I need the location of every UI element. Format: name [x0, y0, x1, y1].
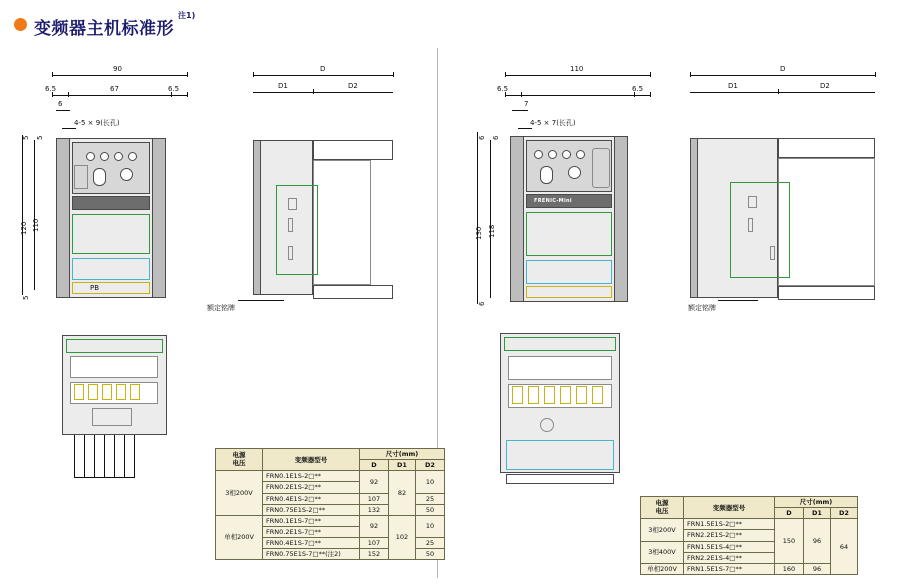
cell-d1: 96: [804, 563, 831, 574]
side-back-plate: [253, 140, 261, 295]
dim-bottom-small: 5: [22, 295, 30, 300]
hole-note-label: 4-5 × 9(长孔): [74, 119, 120, 127]
terminal-screw: [116, 384, 126, 400]
front-left-flange: [56, 138, 70, 298]
cell-model: FRN1.5E1S-2□**: [684, 519, 775, 530]
wire: [94, 435, 95, 477]
dim-depth-line: [253, 75, 393, 76]
dim-tick: [52, 72, 53, 77]
nameplate-callout: 额定铭牌: [207, 304, 235, 312]
keypad-knob-icon: [540, 166, 553, 184]
front-vent-area: [526, 212, 612, 256]
dim-top-small-2: 5: [36, 135, 44, 140]
side-top-cover: [313, 140, 393, 160]
cell-d: 92: [360, 471, 389, 493]
front-vent-area: [72, 214, 150, 254]
cell-model: FRN0.2E1S-2□**: [263, 482, 360, 493]
dim-tick: [521, 92, 522, 97]
dim-width-total: 90: [113, 65, 122, 73]
front-lower-panel: [72, 258, 150, 280]
cell-d1: 96: [804, 519, 831, 564]
side-inner-detail: [276, 185, 318, 275]
dim-depth: D: [780, 65, 786, 73]
dim-depth2: D2: [820, 82, 830, 90]
dim-top-small-2: 6: [492, 135, 500, 140]
cell-d2: 50: [416, 504, 445, 515]
dim-depth-sub-line: [253, 92, 393, 93]
cell-voltage: 单相200V: [216, 515, 263, 560]
nameplate-leader: [718, 300, 758, 301]
side-terminal-block: [748, 196, 757, 208]
cell-model: FRN0.4E1S-7□**: [263, 538, 360, 549]
cell-model: FRN2.2E1S-2□**: [684, 530, 775, 541]
terminal-screw: [88, 384, 98, 400]
nameplate-callout: 额定铭牌: [688, 304, 716, 312]
bottom-lower-panel: [506, 440, 614, 470]
dim-height-inner-line: [490, 140, 491, 298]
table-row: [641, 563, 858, 574]
dim-width-line: [505, 75, 650, 76]
cell-d: 107: [360, 538, 389, 549]
cell-d2: 10: [416, 515, 445, 537]
dim-right-margin: 6.5: [632, 85, 644, 93]
table-row: [216, 471, 445, 482]
bullet-icon: [14, 18, 27, 31]
keypad-knob-icon: [93, 168, 106, 186]
cell-voltage: 3相400V: [641, 541, 684, 563]
cell-d2: 64: [831, 519, 858, 575]
dim-depth-line: [690, 75, 875, 76]
dim-tick: [253, 72, 254, 77]
dim-tick: [650, 72, 651, 77]
dim-height-total: 130: [475, 226, 483, 240]
dim-depth1: D1: [728, 82, 738, 90]
cell-voltage: 3相200V: [641, 519, 684, 541]
front-bottom-text: PB: [90, 284, 100, 292]
dim-sub-line: [505, 95, 650, 96]
cell-d: 92: [360, 515, 389, 537]
header-voltage: 电源 电压: [641, 497, 684, 519]
dim-inner-width: 67: [110, 85, 119, 93]
keypad-button-icon: [100, 152, 109, 161]
dim-tick: [690, 72, 691, 77]
terminal-screw: [544, 386, 555, 404]
front-left-flange: [510, 136, 524, 302]
cell-d: 150: [775, 519, 804, 564]
keypad-side-slot: [74, 165, 88, 189]
dim-top-small: 6: [478, 135, 486, 140]
wire: [134, 435, 135, 477]
cell-model: FRN2.2E1S-4□**: [684, 552, 775, 563]
cell-model: FRN0.75E1S-2□**: [263, 504, 360, 515]
terminal-screw: [102, 384, 112, 400]
side-front-cover: [313, 160, 371, 285]
cell-d: 152: [360, 549, 389, 560]
front-bottom-strip: [526, 286, 612, 298]
dim-tick: [505, 72, 506, 77]
bottom-top-strip: [66, 339, 163, 353]
dimension-table-right: [640, 496, 858, 575]
dim-height-inner-line: [34, 140, 35, 290]
cell-model: FRN1.5E1S-7□**: [684, 563, 775, 574]
terminal-row-upper: [70, 356, 158, 378]
cell-d: 160: [775, 563, 804, 574]
cell-model: FRN0.4E1S-2□**: [263, 493, 360, 504]
terminal-screw: [592, 386, 603, 404]
terminal-screw: [512, 386, 523, 404]
page-title: 变频器主机标准形: [34, 19, 174, 39]
cell-d1: 102: [389, 515, 416, 560]
keypad-button-icon: [576, 150, 585, 159]
dim-tick: [68, 92, 69, 97]
wire: [114, 435, 115, 477]
dim-depth-sub-line: [690, 92, 875, 93]
cell-d2: 50: [416, 549, 445, 560]
side-front-cover: [778, 158, 875, 286]
cell-model: FRN0.2E1S-7□**: [263, 526, 360, 537]
dim-small-line: [512, 110, 528, 111]
dimension-table-left: [215, 448, 445, 560]
dim-bottom-small: 6: [478, 301, 486, 306]
header-dims: 尺寸(mm): [775, 497, 858, 508]
table-header-row: [216, 449, 445, 460]
hole-note-leader: [518, 128, 532, 129]
front-bottom-strip: [72, 282, 150, 294]
header-d1: D1: [389, 460, 416, 471]
dim-tick: [187, 92, 188, 97]
side-small-part: [770, 246, 775, 260]
dim-width-line: [52, 75, 187, 76]
brand-strip: [72, 196, 150, 210]
dim-height-inner: 110: [32, 218, 40, 232]
terminal-screw: [74, 384, 84, 400]
cell-model: FRN0.1E1S-7□**: [263, 515, 360, 526]
header-dims: 尺寸(mm): [360, 449, 445, 460]
dim-tick: [875, 72, 876, 77]
dim-tick: [393, 72, 394, 77]
dim-width-total: 110: [570, 65, 584, 73]
keypad-button-icon: [128, 152, 137, 161]
dim-height-line: [22, 135, 23, 295]
bottom-base-strip: [506, 474, 614, 484]
keypad-button-icon: [548, 150, 557, 159]
dim-left-margin: 6.5: [497, 85, 509, 93]
dim-right-margin: 6.5: [168, 85, 180, 93]
header-model: 变频器型号: [263, 449, 360, 471]
keypad-button-icon: [86, 152, 95, 161]
side-bottom-cover: [313, 285, 393, 299]
table-row: [216, 515, 445, 526]
side-small-part: [288, 246, 293, 260]
nameplate-leader: [238, 300, 284, 301]
cell-d1: 82: [389, 471, 416, 516]
side-small-part: [288, 218, 293, 232]
dim-top-small: 5: [22, 135, 30, 140]
hole-note-leader: [62, 128, 76, 129]
dim-height-inner: 118: [488, 224, 496, 238]
dim-height-line: [477, 132, 478, 304]
front-right-flange: [614, 136, 628, 302]
bottom-top-strip: [504, 337, 616, 351]
page-header: [14, 11, 196, 39]
cell-d2: 10: [416, 471, 445, 493]
header-voltage: 电源 电压: [216, 449, 263, 471]
header-d1: D1: [804, 508, 831, 519]
terminal-row-upper: [508, 356, 612, 380]
header-d2: D2: [831, 508, 858, 519]
dim-small-top: 6: [58, 100, 63, 108]
front-right-flange: [152, 138, 166, 298]
dim-sub-line: [52, 95, 187, 96]
keypad-button-icon: [562, 150, 571, 159]
cell-model: FRN0.1E1S-2□**: [263, 471, 360, 482]
dim-depth2: D2: [348, 82, 358, 90]
keypad-button-icon: [534, 150, 543, 159]
terminal-screw: [130, 384, 140, 400]
dim-tick: [313, 89, 314, 94]
cell-d2: 25: [416, 493, 445, 504]
cell-model: FRN0.75E1S-7□**(注2): [263, 549, 360, 560]
bottom-round-part: [540, 418, 554, 432]
terminal-screw: [560, 386, 571, 404]
terminal-screw: [528, 386, 539, 404]
side-top-cover: [778, 138, 875, 158]
hole-note-label: 4-5 × 7(长孔): [530, 119, 576, 127]
page-title-note: 注1): [178, 11, 196, 20]
header-d: D: [360, 460, 389, 471]
dim-tick: [187, 72, 188, 77]
side-inner-detail: [730, 182, 790, 278]
cell-d2: 25: [416, 538, 445, 549]
brand-label: FRENIC-Mini: [534, 198, 572, 204]
side-small-part: [748, 218, 753, 232]
keypad-button-icon: [568, 166, 581, 179]
cell-model: FRN1.5E1S-4□**: [684, 541, 775, 552]
dim-tick: [778, 89, 779, 94]
table-header-row: [641, 497, 858, 508]
bottom-connector: [92, 408, 132, 426]
side-bottom-cover: [778, 286, 875, 300]
dim-depth1: D1: [278, 82, 288, 90]
keypad-fan-area: [592, 148, 610, 188]
wire: [84, 435, 85, 477]
cell-d: 132: [360, 504, 389, 515]
header-d: D: [775, 508, 804, 519]
wire: [124, 435, 125, 477]
header-d2: D2: [416, 460, 445, 471]
header-model: 变频器型号: [684, 497, 775, 519]
dim-height-total: 120: [20, 221, 28, 235]
table-row: [641, 519, 858, 530]
wire-base: [74, 477, 135, 478]
dim-small-line: [56, 110, 70, 111]
keypad-button-icon: [114, 152, 123, 161]
side-terminal-block: [288, 198, 297, 210]
dim-tick: [650, 92, 651, 97]
wire: [104, 435, 105, 477]
dim-left-margin: 6.5: [45, 85, 57, 93]
dim-depth: D: [320, 65, 326, 73]
cell-d: 107: [360, 493, 389, 504]
wire: [74, 435, 75, 477]
terminal-screw: [576, 386, 587, 404]
dim-inner-width: 7: [524, 100, 529, 108]
side-back-plate: [690, 138, 698, 298]
cell-voltage: 单相200V: [641, 563, 684, 574]
cell-voltage: 3相200V: [216, 471, 263, 516]
front-lower-panel: [526, 260, 612, 284]
keypad-button-icon: [120, 168, 133, 181]
